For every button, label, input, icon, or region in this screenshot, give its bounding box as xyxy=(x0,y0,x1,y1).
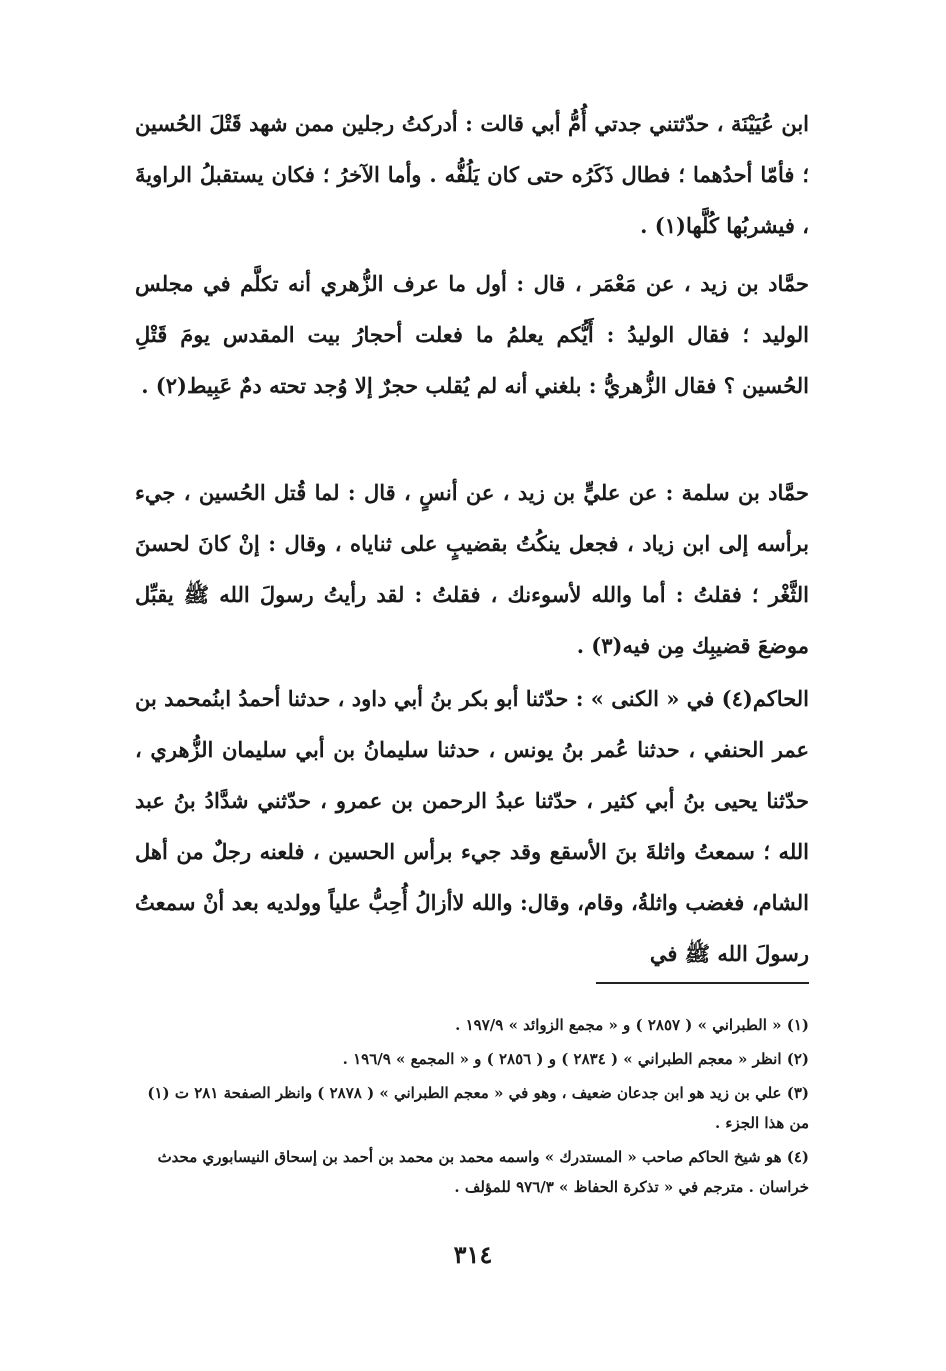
paragraph-text: حمَّاد بن زيد ، عن مَعْمَر ، قال : أول ما عرف الزُّهري أنه تكلَّم في مجلس الوليد ؛ فقال الوليدُ : أَيُّكم يعلمُ ما فعلت أحجارُ بيت المقدس يومَ قَتْلِ الحُسين ؟ فقال الزُّهريُّ : بلغني أنه لم يُقلب حجرٌ إلا وُجد تحته دمٌ عَبِيط(٢) . xyxy=(135,271,809,398)
footnote-divider xyxy=(596,982,809,984)
paragraph-4 xyxy=(135,673,809,979)
paragraph-1 xyxy=(135,98,809,251)
paragraph-text: حمَّاد بن سلمة : عن عليٍّ بن زيد ، عن أنسٍ ، قال : لما قُتل الحُسين ، جيء برأسه إلى ابن زياد ، فجعل ينكُتُ بقضيبٍ على ثناياه ، وقال : إنْ كانَ لحسنَ الثَّغْر ؛ فقلتُ : أما والله لأسوءنك ، فقلتُ : لقد رأيتُ رسولَ الله ﷺ يقبِّل موضعَ قضيبِك مِن فيه(٣) . xyxy=(135,480,809,658)
footnote-3: (٣) علي بن زيد هو ابن جدعان ضعيف ، وهو في « معجم الطبراني » ( ٢٨٧٨ ) وانظر الصفحة ٢٨١ ت (١) من هذا الجزء . xyxy=(147,1084,809,1132)
paragraph-text: الحاكم(٤) في « الكنى » : حدّثنا أبو بكر بنُ أبي داود ، حدثنا أحمدُ ابنُمحمد بن عمر الحنفي ، حدثنا عُمر بنُ يونس ، حدثنا سليمانُ بن أبي سليمان الزُّهري ، حدّثنا يحيى بنُ أبي كثير ، حدّثنا عبدُ الرحمن بن عمرو ، حدّثني شدَّادُ بنُ عبد الله ؛ سمعتُ واثلةَ بنَ الأسقع وقد جيء برأس الحسين ، فلعنه رجلٌ من أهل الشام، فغضب واثلةُ، وقام، وقال: والله لاأزالُ أُحِبُّ علياً وولديه بعد أنْ سمعتُ رسولَ الله ﷺ في xyxy=(135,686,809,966)
footnote-4: (٤) هو شيخ الحاكم صاحب « المستدرك » واسمه محمد بن محمد بن أحمد بن إسحاق النيسابوري محدث خراسان . مترجم في « تذكرة الحفاظ » ٩٧٦/٣ للمؤلف . xyxy=(157,1148,809,1196)
footnote-1: (١) « الطبراني » ( ٢٨٥٧ ) و « مجمع الزوائد » ١٩٧/٩ . xyxy=(455,1016,809,1034)
footnotes xyxy=(135,1010,809,1206)
footnote-2: (٢) انظر « معجم الطبراني » ( ٢٨٣٤ ) و ( ٢٨٥٦ ) و « المجمع » ١٩٦/٩ . xyxy=(342,1050,809,1068)
page-number: ٣١٤ xyxy=(453,1240,493,1269)
paragraph-3 xyxy=(135,467,809,671)
paragraph-text: ابن عُيَيْنَة ، حدّثتني جدتي أُمُّ أبي قالت : أدركتُ رجلين ممن شهد قَتْلَ الحُسين ؛ فأمّا أحدُهما ؛ فطال ذَكَرُه حتى كان يَلُفُّه . وأما الآخرُ ؛ فكان يستقبلُ الراويةَ ، فيشربُها كُلَّها(١) . xyxy=(135,111,809,238)
paragraph-2 xyxy=(135,258,809,411)
